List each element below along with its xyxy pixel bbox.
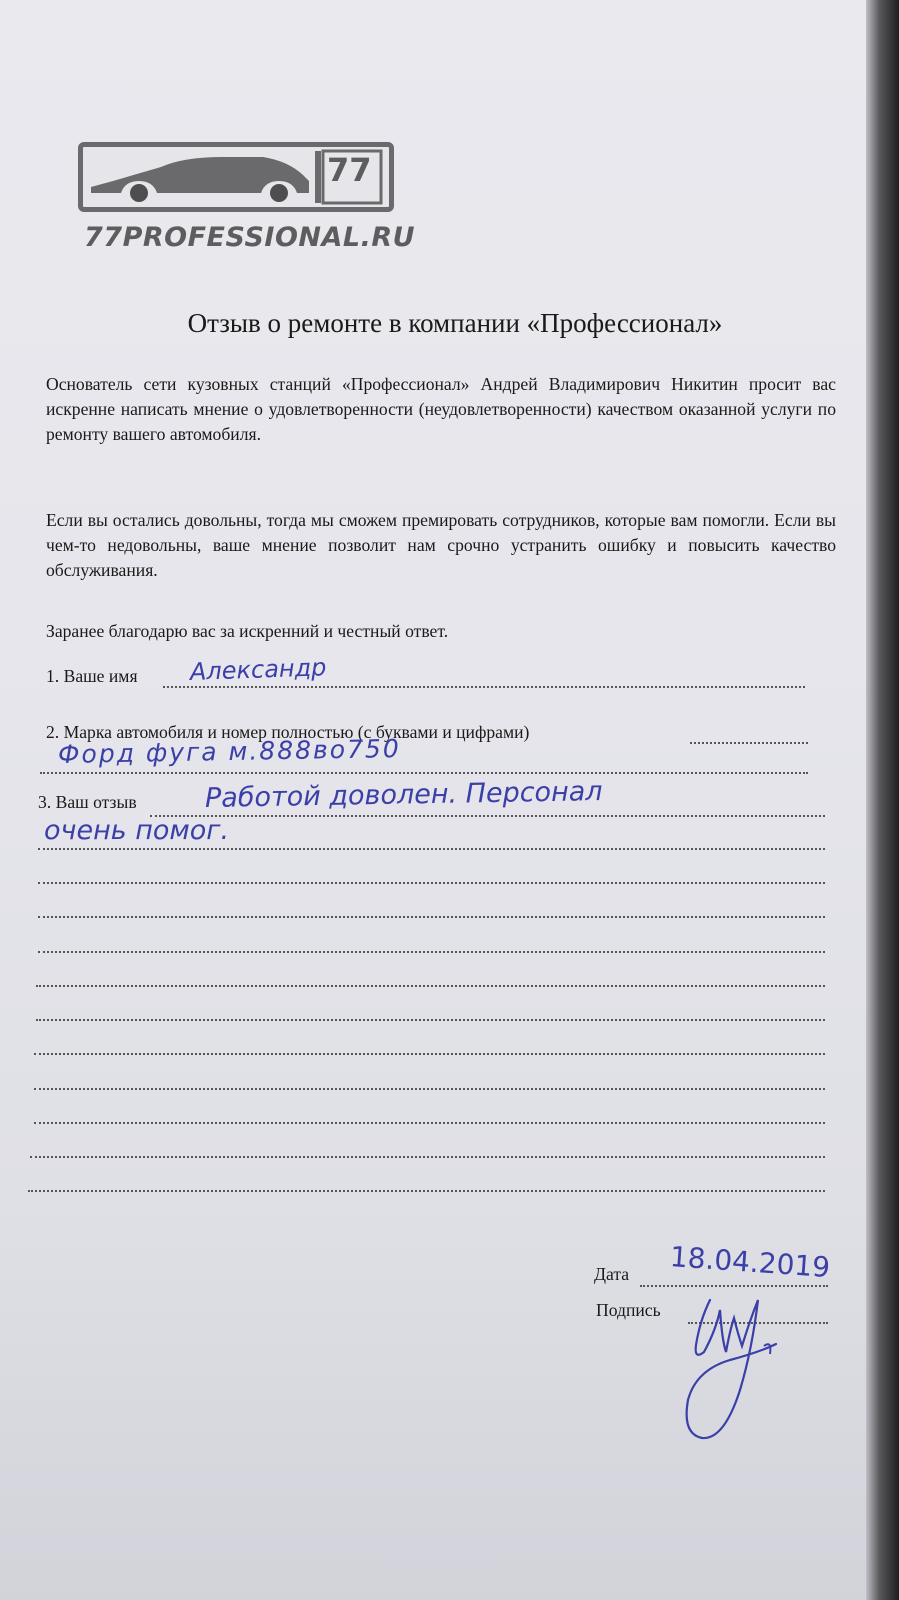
logo-frame (78, 142, 394, 212)
review-line-9 (34, 1088, 825, 1090)
review-line-8 (34, 1053, 825, 1055)
review-line-7 (36, 1019, 825, 1021)
review-line-4 (38, 916, 825, 918)
review-line-3 (38, 882, 825, 884)
signature-label: Подпись (596, 1300, 661, 1320)
car-label: 2. Марка автомобиля и номер полностью (с буквами и цифрами) (46, 722, 530, 742)
company-logo (78, 142, 416, 272)
review-line-2 (38, 848, 825, 850)
name-handwritten: Александр (189, 653, 327, 686)
name-label: 1. Ваше имя (46, 666, 138, 686)
review-line-5 (38, 951, 825, 953)
logo-site-name: 77PROFESSIONAL.RU (84, 222, 416, 253)
review-label: 3. Ваш отзыв (38, 792, 137, 812)
review-handwritten-line-2: очень помог. (44, 815, 230, 846)
date-dotted-line (640, 1285, 828, 1287)
review-handwritten-line-1: Работой доволен. Персонал (204, 776, 603, 814)
background-shadow (866, 0, 899, 1600)
intro-paragraph: Основатель сети кузовных станций «Профессионал» Андрей Владимирович Никитин просит вас искренне написать мнение о удовлетворенности (неудовлетворенности) качеством оказанной услуги по ремонту вашего автомобиля. (46, 374, 836, 444)
page-title: Отзыв о ремонте в компании «Профессионал» (187, 308, 723, 338)
review-line-11 (30, 1156, 825, 1158)
motivation-paragraph: Если вы остались довольны, тогда мы сможем премировать сотрудников, которые вам помогли. Если вы чем-то недовольны, ваше мнение позволит нам срочно устранить ошибку и повысить качество обслуживания. (46, 510, 836, 580)
thanks-paragraph: Заранее благодарю вас за искренний и честный ответ. (46, 621, 449, 641)
review-line-10 (34, 1122, 825, 1124)
review-line-1 (150, 815, 825, 817)
date-handwritten: 18.04.2019 (668, 1240, 832, 1285)
plate-number: 77 (327, 151, 372, 189)
review-line-12 (28, 1190, 825, 1192)
car-dotted-line-2 (40, 772, 808, 774)
car-dotted-line-1 (690, 742, 808, 744)
date-label: Дата (594, 1264, 630, 1284)
car-handwritten: Форд фуга м.888во750 (57, 734, 401, 769)
review-line-6 (36, 985, 825, 987)
name-dotted-line (163, 686, 805, 688)
handwritten-signature (680, 1290, 790, 1450)
